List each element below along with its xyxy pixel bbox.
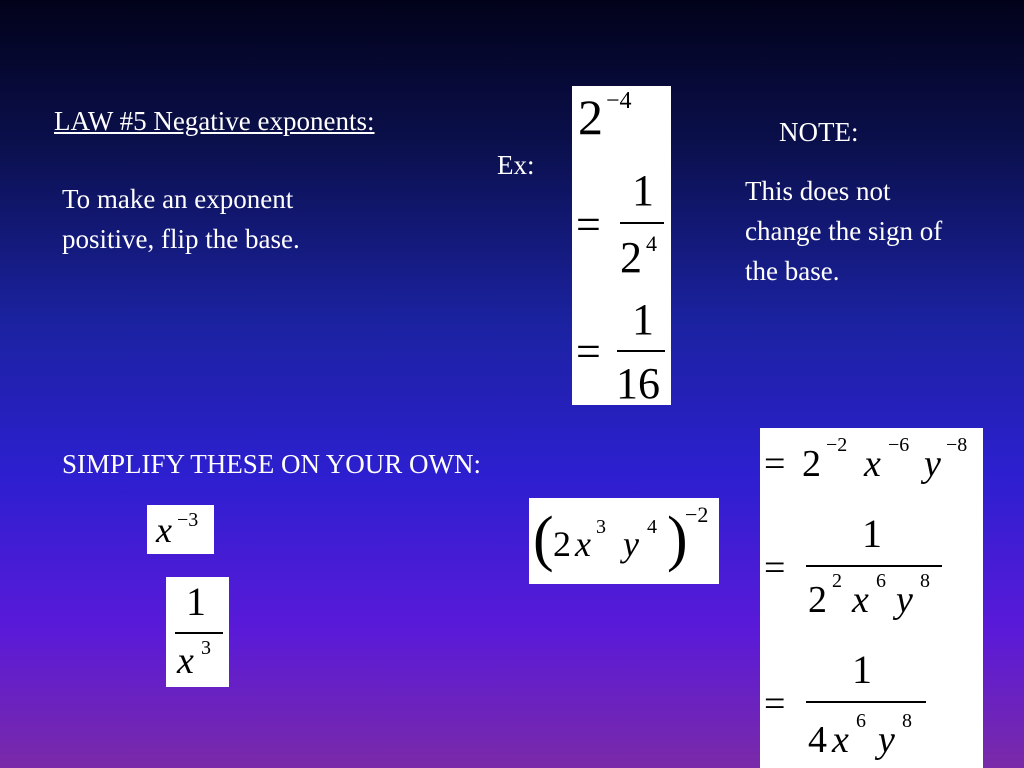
problem-1-box bbox=[147, 505, 214, 554]
fraction-1-den-base: 2 bbox=[620, 233, 642, 282]
answer-2-fraction-1-bar bbox=[806, 565, 942, 567]
description-line-2: positive, flip the base. bbox=[62, 224, 300, 254]
problem-2-x-exponent: 3 bbox=[596, 516, 606, 538]
problem-2-coefficient: 2 bbox=[553, 524, 571, 564]
answer-1-variable: x bbox=[177, 640, 194, 682]
fraction-2-bar bbox=[617, 350, 665, 352]
answer-1-numerator: 1 bbox=[186, 579, 206, 624]
fraction-1-den-exponent: 4 bbox=[646, 231, 657, 256]
problem-2-outer-exponent: −2 bbox=[685, 502, 709, 527]
problem-2-box bbox=[529, 498, 719, 584]
equals-sign-1: = bbox=[576, 200, 601, 249]
note-line-1: This does not bbox=[745, 176, 891, 206]
answer-2-base-2-exponent: −2 bbox=[826, 434, 848, 456]
answer-2-fraction-2-den-y-exponent: 8 bbox=[902, 710, 912, 732]
note-line-3: the base. bbox=[745, 256, 840, 286]
example-math-box bbox=[572, 86, 671, 408]
fraction-2-numerator: 1 bbox=[632, 295, 654, 344]
example-label: Ex: bbox=[497, 150, 535, 180]
answer-2-box bbox=[760, 428, 983, 768]
answer-2-fraction-2-den-4: 4 bbox=[808, 719, 827, 761]
answer-1-box bbox=[166, 577, 229, 687]
answer-2-equals-1: = bbox=[764, 443, 786, 485]
description-line-1: To make an exponent bbox=[62, 184, 294, 214]
answer-2-fraction-1-den-2: 2 bbox=[808, 579, 827, 621]
simplify-label: SIMPLIFY THESE ON YOUR OWN: bbox=[62, 449, 482, 479]
fraction-1-numerator: 1 bbox=[632, 166, 654, 215]
answer-2-x: x bbox=[864, 443, 881, 485]
problem-1-exponent: −3 bbox=[177, 509, 199, 531]
answer-2-fraction-1-numerator: 1 bbox=[862, 511, 882, 556]
law-heading: LAW #5 Negative exponents: bbox=[54, 106, 375, 136]
equals-sign-2: = bbox=[576, 327, 601, 376]
answer-2-fraction-1-den-x-exponent: 6 bbox=[876, 570, 886, 592]
answer-2-base-2: 2 bbox=[802, 443, 821, 485]
answer-2-equals-2: = bbox=[764, 547, 786, 589]
problem-2-left-paren: ( bbox=[533, 505, 554, 573]
problem-1-variable: x bbox=[156, 510, 172, 550]
problem-2-x: x bbox=[575, 524, 591, 564]
answer-2-fraction-1-den-y: y bbox=[896, 579, 913, 621]
problem-2-y-exponent: 4 bbox=[647, 516, 657, 538]
answer-1-exponent: 3 bbox=[201, 637, 211, 659]
fraction-2-denominator: 16 bbox=[616, 359, 660, 408]
answer-2-fraction-1-den-y-exponent: 8 bbox=[920, 570, 930, 592]
answer-2-fraction-1-den-2-exponent: 2 bbox=[832, 570, 842, 592]
answer-2-fraction-2-den-x-exponent: 6 bbox=[856, 710, 866, 732]
answer-2-equals-3: = bbox=[764, 683, 786, 725]
problem-2-right-paren: ) bbox=[667, 505, 688, 573]
problem-2-y: y bbox=[623, 524, 639, 564]
example-base: 2 bbox=[578, 89, 603, 145]
fraction-1-bar bbox=[620, 222, 664, 224]
note-title: NOTE: bbox=[779, 117, 859, 147]
answer-2-y: y bbox=[924, 443, 941, 485]
answer-2-fraction-2-numerator: 1 bbox=[852, 647, 872, 692]
note-line-2: change the sign of bbox=[745, 216, 943, 246]
example-exponent: −4 bbox=[606, 88, 632, 114]
answer-2-fraction-2-den-y: y bbox=[878, 719, 895, 761]
answer-2-y-exponent: −8 bbox=[946, 434, 968, 456]
answer-2-fraction-2-bar bbox=[806, 701, 926, 703]
answer-2-fraction-2-den-x: x bbox=[832, 719, 849, 761]
answer-2-fraction-1-den-x: x bbox=[852, 579, 869, 621]
answer-1-bar bbox=[175, 632, 223, 634]
answer-2-x-exponent: −6 bbox=[888, 434, 910, 456]
